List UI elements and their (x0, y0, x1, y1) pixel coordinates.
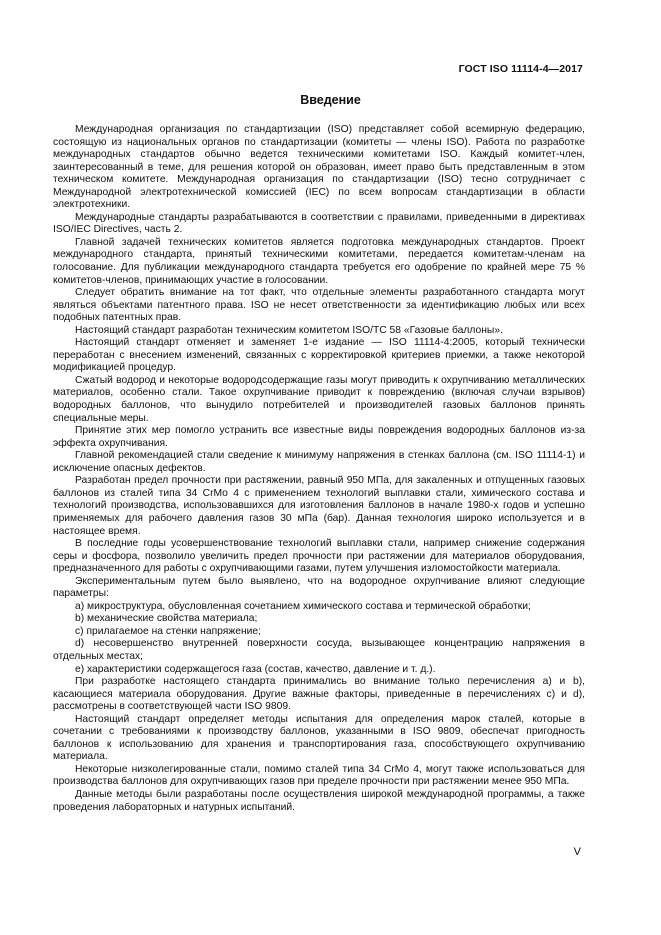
paragraph: Главной задачей технических комитетов является подготовка международных стандартов. Проект международного стандарта, принятый техническими комитетами, передается комитетам-членам на голосование. Для публикации международного стандарта требуется его одобрение по крайней мере 75 % комитетов-членов, принимающих участие в голосовании. (53, 236, 585, 286)
paragraph: Международные стандарты разрабатываются в соответствии с правилами, приведенными в директивах ISO/IEC Directives, часть 2. (53, 211, 585, 236)
paragraph: Настоящий стандарт определяет методы испытания для определения марок сталей, которые в сочетании с требованиями к производству баллонов, указанными в ISO 9809, обеспечат пригодность баллонов к использованию для хранения и транспортирования газа, способствующего охрупчиванию материала. (53, 713, 585, 763)
list-item: d) несовершенство внутренней поверхности сосуда, вызывающее концентрацию напряжения в отдельных местах; (53, 638, 585, 662)
paragraph: Главной рекомендацией стали сведение к минимуму напряжения в стенках баллона (см. ISO 11114-1) и исключение опасных дефектов. (53, 450, 585, 474)
list-item: c) прилагаемое на стенки напряжение; (75, 625, 261, 637)
section-title: Введение (300, 93, 361, 107)
paragraph: Международная организация по стандартизации (ISO) представляет собой всемирную федерацию, состоящую из национальных органов по стандартизации (комитеты — члены ISO). Работа по разработке международных стандартов обычно ведется техническими комитетами ISO. Каждый комитет-член, заинтересованный в теме, для решения которой он образован, имеет право быть представленным в этом техническом комитете. Международная организация по стандартизации (ISO) тесно сотрудничает с Международной электротехнической комиссией (IEC) по всем вопросам стандартизации в области электротехники. (53, 124, 585, 211)
paragraph: Настоящий стандарт разработан техническим комитетом ISO/TC 58 «Газовые баллоны». (75, 324, 503, 336)
paragraph: Принятие этих мер помогло устранить все известные виды повреждения водородных баллонов из-за эффекта охрупчивания. (53, 425, 585, 449)
paragraph: Следует обратить внимание на тот факт, что отдельные элементы разработанного стандарта могут являться объектами патентного права. ISO не несет ответственности за идентификацию любых или всех подобных патентных прав. (53, 287, 585, 324)
paragraph: При разработке настоящего стандарта принимались во внимание только перечисления a) и b), касающиеся материала оборудования. Другие важные факторы, приведенные в перечислениях c) и d), рассмотрены в соответствующей части ISO 9809. (53, 676, 585, 713)
list-item: a) микроструктура, обусловленная сочетанием химического состава и термической обработки; (75, 600, 531, 612)
paragraph: Данные методы были разработаны после осуществления широкой международной программы, а также проведения лабораторных и натурных испытаний. (53, 788, 585, 813)
paragraph: Настоящий стандарт отменяет и заменяет 1-е издание — ISO 11114-4:2005, который технически переработан с внесением изменений, связанных с корректировкой критериев приемки, а также некоторой модификацией процедур. (53, 337, 585, 374)
paragraph: В последние годы усовершенствование технологий выплавки стали, например снижение содержания серы и фосфора, позволило увеличить предел прочности при растяжении для материалов оборудования, предназначенного для работы с охрупчивающими газами, путем улучшения изломостойкости материала. (53, 538, 585, 575)
document-number: ГОСТ ISO 11114-4—2017 (458, 63, 583, 75)
paragraph: Сжатый водород и некоторые водородсодержащие газы могут приводить к охрупчиванию металлических материалов, особенно стали. Такое охрупчивание приводит к повреждению (включая случаи взрывов) водородных баллонов, что вынудило потребителей и производителей газовых баллонов принять специальные меры. (53, 374, 585, 424)
list-item: e) характеристики содержащегося газа (состав, качество, давление и т. д.). (75, 663, 436, 675)
paragraph: Разработан предел прочности при растяжении, равный 950 МПа, для закаленных и отпущенных газовых баллонов из сталей типа 34 CrMo 4 с применением технологий выплавки стали, химического состава и технологий производства, использовавшихся для изготовления баллонов в начале 1980-х годов и успешно применяемых для рабочего давления газов 30 мПа (бар). Данная технология широко используется и в настоящее время. (53, 475, 585, 537)
paragraph: Экспериментальным путем было выявлено, что на водородное охрупчивание влияют следующие параметры: (53, 575, 585, 600)
page-number: V (573, 846, 581, 858)
body-text (53, 124, 585, 814)
paragraph: Некоторые низколегированные стали, помимо сталей типа 34 CrMo 4, могут также использоваться для производства баллонов для охрупчивающих газов при пределе прочности при растяжении менее 950 МПа. (53, 763, 585, 788)
list-item: b) механические свойства материала; (75, 613, 258, 625)
